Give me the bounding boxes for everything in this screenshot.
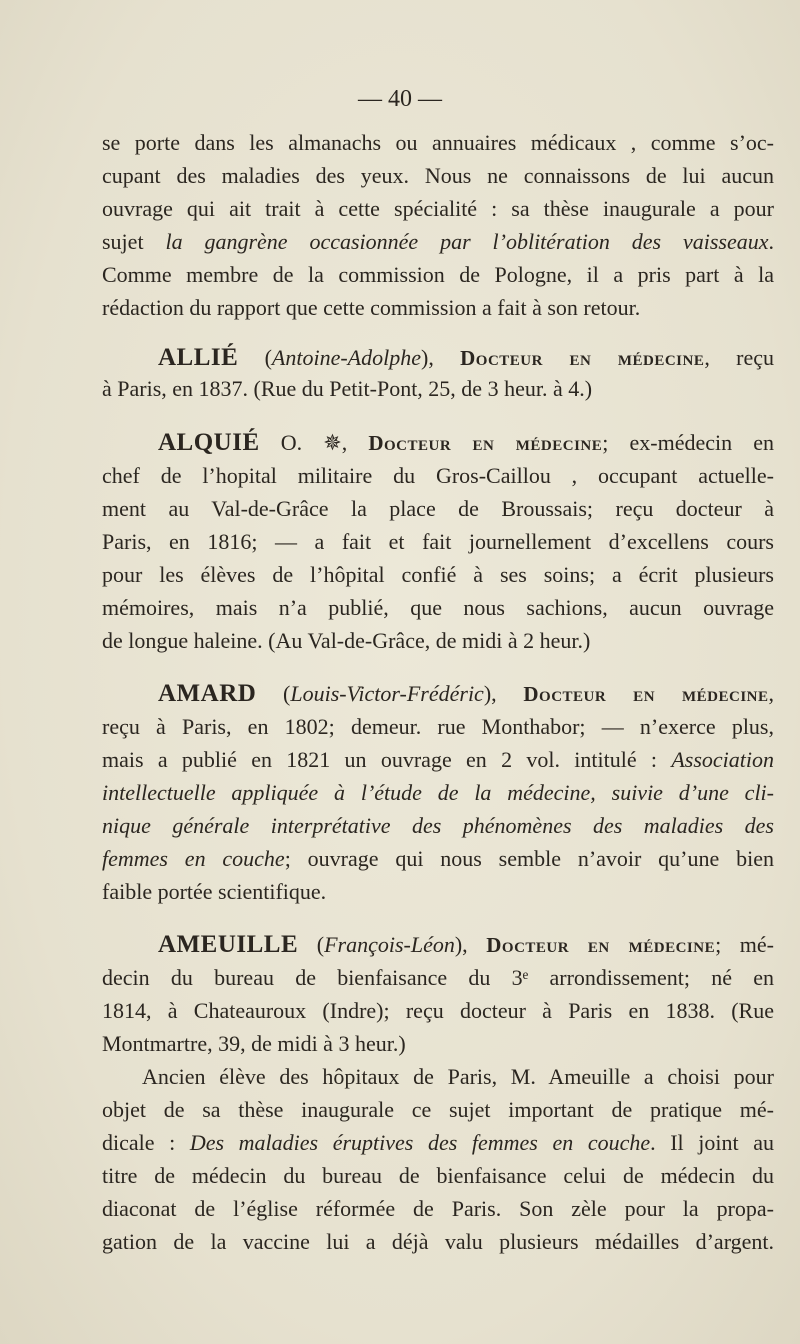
text-run: pour les élèves de l’hôpital confié à ses soins; a écrit plusieurs <box>102 562 774 587</box>
text-run: titre de médecin du bureau de bienfaisance celui de médecin du <box>102 1163 774 1188</box>
text-line <box>102 877 774 907</box>
text-run: ment au Val-de-Grâce la place de Broussais; reçu docteur à <box>102 496 774 521</box>
text-line <box>102 745 774 775</box>
text-run: Ancien élève des hôpitaux de Paris, M. Ameuille a choisi pour <box>142 1064 774 1089</box>
text-run: faible portée scientifique. <box>102 879 327 904</box>
text-run: Comme membre de la commission de Pologne, il a pris part à la <box>102 262 774 287</box>
text-run: . <box>768 229 774 254</box>
text-line <box>102 811 774 841</box>
text-run: gation de la vaccine lui a déjà valu plusieurs médailles d’argent. <box>102 1229 774 1254</box>
entry-title-smallcaps: Docteur en médecine <box>368 431 603 455</box>
italic-title: Des maladies éruptives des femmes en couche <box>189 1130 651 1155</box>
text-run: , reçu <box>704 345 774 370</box>
text-line <box>102 712 774 742</box>
text-line <box>102 996 774 1026</box>
text-run: ; ex-médecin en <box>602 430 774 455</box>
italic-title: femmes en couche <box>102 846 285 871</box>
text-run: ouvrage qui ait trait à cette spécialité : sa thèse inaugurale a pour <box>102 196 774 221</box>
text-line <box>102 161 774 191</box>
text-line <box>102 844 774 874</box>
text-line <box>102 293 774 323</box>
text-line <box>158 679 774 709</box>
text-run: ( <box>238 345 272 370</box>
text-line <box>102 260 774 290</box>
text-line <box>158 428 774 458</box>
text-line <box>102 1161 774 1191</box>
text-run: mémoires, mais n’a publié, que nous sachions, aucun ouvrage <box>102 595 774 620</box>
entry-headword: ALQUIÉ <box>158 429 260 456</box>
text-run: Paris, en 1816; — a fait et fait journellement d’excellens cours <box>102 529 774 554</box>
text-line <box>102 593 774 623</box>
text-run: reçu à Paris, en 1802; demeur. rue Monthabor; — n’exerce plus, <box>102 714 774 739</box>
italic-title: intellectuelle appliquée à l’étude de la médecine, suivie d’une cli- <box>102 780 774 805</box>
entry-headword: ALLIÉ <box>158 344 239 371</box>
text-line <box>102 1194 774 1224</box>
text-line <box>102 461 774 491</box>
text-run: ( <box>298 932 325 957</box>
text-run: mais a publié en 1821 un ouvrage en 2 vol. intitulé : <box>102 747 672 772</box>
page-number: — 40 — <box>358 86 442 112</box>
text-line <box>102 963 774 993</box>
italic-title: nique générale interprétative des phénomènes des maladies des <box>102 813 774 838</box>
text-run: chef de l’hopital militaire du Gros-Caillou , occupant actuelle- <box>102 463 774 488</box>
text-line <box>102 1029 774 1059</box>
text-line <box>102 1128 774 1158</box>
italic-title: Louis-Victor-Frédéric <box>290 681 484 706</box>
text-run: dicale : <box>102 1130 190 1155</box>
text-line <box>102 128 774 158</box>
text-run: ( <box>256 681 291 706</box>
text-run: se porte dans les almanachs ou annuaires médicaux , comme s’oc- <box>102 130 774 155</box>
text-run: de longue haleine. (Au Val-de-Grâce, de midi à 2 heur.) <box>102 628 591 653</box>
text-line <box>102 1095 774 1125</box>
text-run: à Paris, en 1837. (Rue du Petit-Pont, 25, de 3 heur. à 4.) <box>102 376 593 401</box>
italic-title: Association <box>671 747 774 772</box>
text-run: rédaction du rapport que cette commission a fait à son retour. <box>102 295 641 320</box>
text-run: diaconat de l’église réformée de Paris. Son zèle pour la propa- <box>102 1196 774 1221</box>
italic-title: la gangrène occasionnée par l’oblitération des vaisseaux <box>165 229 769 254</box>
entry-title-smallcaps: Docteur en médecine <box>523 682 769 706</box>
text-run: ; ouvrage qui nous semble n’avoir qu’une bien <box>284 846 774 871</box>
text-line <box>102 560 774 590</box>
text-line <box>102 626 774 656</box>
text-run: cupant des maladies des yeux. Nous ne connaissons de lui aucun <box>102 163 774 188</box>
text-line <box>102 527 774 557</box>
text-run: objet de sa thèse inaugurale ce sujet important de pratique mé- <box>102 1097 774 1122</box>
text-line <box>102 778 774 808</box>
entry-title-smallcaps: Docteur en médecine <box>486 933 716 957</box>
text-run: O. ✵, <box>259 430 369 455</box>
text-line <box>102 374 774 404</box>
entry-headword: AMEUILLE <box>158 931 299 958</box>
text-line <box>142 1062 774 1092</box>
text-line <box>158 930 774 960</box>
text-run: decin du bureau de bienfaisance du 3ᵉ arrondissement; né en <box>102 965 774 990</box>
text-run: , <box>768 681 774 706</box>
text-run: ), <box>483 681 524 706</box>
text-run: ; mé- <box>715 932 775 957</box>
text-run: ), <box>421 345 461 370</box>
text-line <box>102 494 774 524</box>
text-run: Montmartre, 39, de midi à 3 heur.) <box>102 1031 406 1056</box>
text-run: ), <box>454 932 487 957</box>
italic-title: François-Léon <box>324 932 455 957</box>
text-line <box>102 1227 774 1257</box>
text-line <box>102 194 774 224</box>
text-run: sujet <box>102 229 166 254</box>
text-line <box>102 227 774 257</box>
entry-title-smallcaps: Docteur en médecine <box>460 346 705 370</box>
italic-title: Antoine-Adolphe <box>271 345 421 370</box>
entry-headword: AMARD <box>158 680 257 707</box>
text-run: . Il joint au <box>650 1130 774 1155</box>
text-run: 1814, à Chateauroux (Indre); reçu docteur à Paris en 1838. (Rue <box>102 998 774 1023</box>
text-line <box>158 343 774 373</box>
